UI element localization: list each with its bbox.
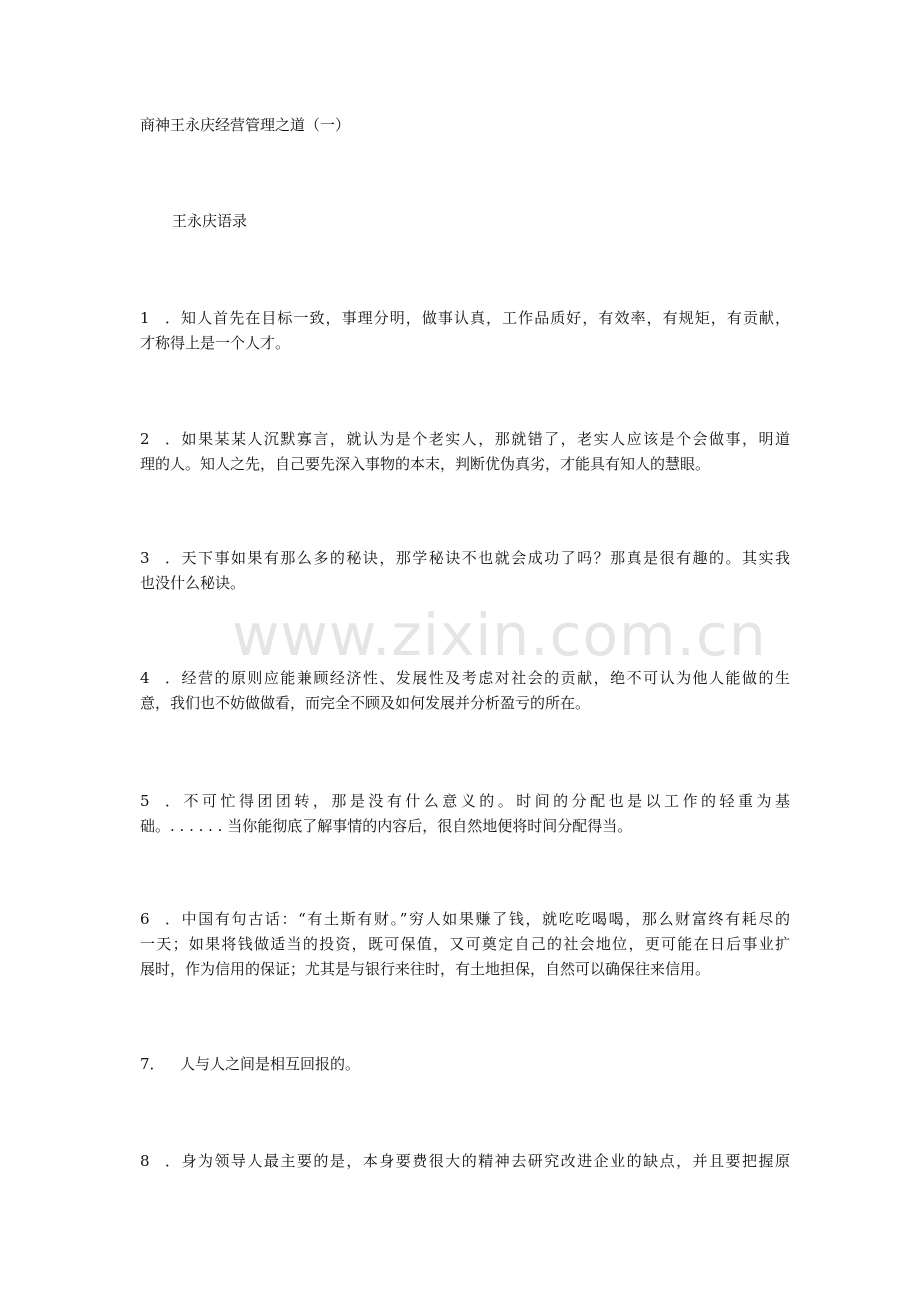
quote-number: 8． [140, 1152, 180, 1170]
quote-number: 6． [140, 910, 180, 928]
quote-line [140, 907, 790, 932]
quote-number: 2． [140, 430, 180, 448]
quote-item-6 [140, 907, 790, 982]
quote-line [140, 789, 790, 814]
quote-item-5 [140, 789, 790, 839]
quote-text-continued: 一天；如果将钱做适当的投资，既可保值，又可奠定自己的社会地位，更可能在日后事业扩 [140, 935, 790, 953]
quote-number: 7． [140, 1055, 165, 1073]
quote-text-continued: 理的人。知人之先，自己要先深入事物的本末，判断优伪真劣，才能具有知人的慧眼。 [140, 455, 711, 473]
quote-item-1 [140, 306, 790, 356]
quote-item-4 [140, 666, 790, 716]
quote-line [140, 546, 790, 571]
quote-line [140, 1149, 790, 1174]
quote-text: 天下事如果有那么多的秘诀，那学秘诀不也就会成功了吗？那真是很有趣的。其实我 [180, 549, 790, 567]
quote-item-2 [140, 427, 790, 477]
quote-number: 5． [140, 792, 180, 810]
quote-line [140, 1052, 790, 1077]
quote-item-8 [140, 1149, 790, 1174]
quote-text: 知人首先在目标一致，事理分明，做事认真，工作品质好，有效率，有规矩，有贡献， [180, 309, 790, 327]
quote-text-continued: 础。. . . . . . 当你能彻底了解事情的内容后，很自然地便将时间分配得当。 [140, 817, 633, 835]
site-watermark: www.zixin.com.cn [232, 601, 767, 669]
quote-text: 身为领导人最主要的是，本身要费很大的精神去研究改进企业的缺点，并且要把握原 [180, 1152, 790, 1170]
quote-number: 3． [140, 549, 180, 567]
document-title: 商神王永庆经营管理之道（一） [140, 116, 351, 134]
quote-text: 经营的原则应能兼顾经济性、发展性及考虑对社会的贡献，绝不可认为他人能做的生 [180, 669, 790, 687]
quote-text: 如果某某人沉默寡言，就认为是个老实人，那就错了，老实人应该是个会做事，明道 [180, 430, 790, 448]
quote-text-continued: 才称得上是一个人才。 [140, 334, 291, 352]
quote-item-7 [140, 1052, 790, 1077]
quote-text: 人与人之间是相互回报的。 [180, 1055, 361, 1073]
quote-line [140, 427, 790, 452]
quote-text: 不可忙得团团转，那是没有什么意义的。时间的分配也是以工作的轻重为基 [180, 792, 790, 810]
document-subtitle: 王永庆语录 [172, 212, 248, 230]
quote-text-continued: 意，我们也不妨做做看，而完全不顾及如何发展并分析盈亏的所在。 [140, 694, 591, 712]
quote-item-3 [140, 546, 790, 596]
quote-line [140, 306, 790, 331]
quote-text: 中国有句古话：“有土斯有财。”穷人如果赚了钱，就吃吃喝喝，那么财富终有耗尽的 [180, 910, 790, 928]
quote-number: 4． [140, 669, 180, 687]
quote-text-continued: 展时，作为信用的保证；尤其是与银行来往时，有土地担保，自然可以确保往来信用。 [140, 960, 711, 978]
quote-text-continued: 也没什么秘诀。 [140, 574, 246, 592]
quote-number: 1． [140, 309, 180, 327]
